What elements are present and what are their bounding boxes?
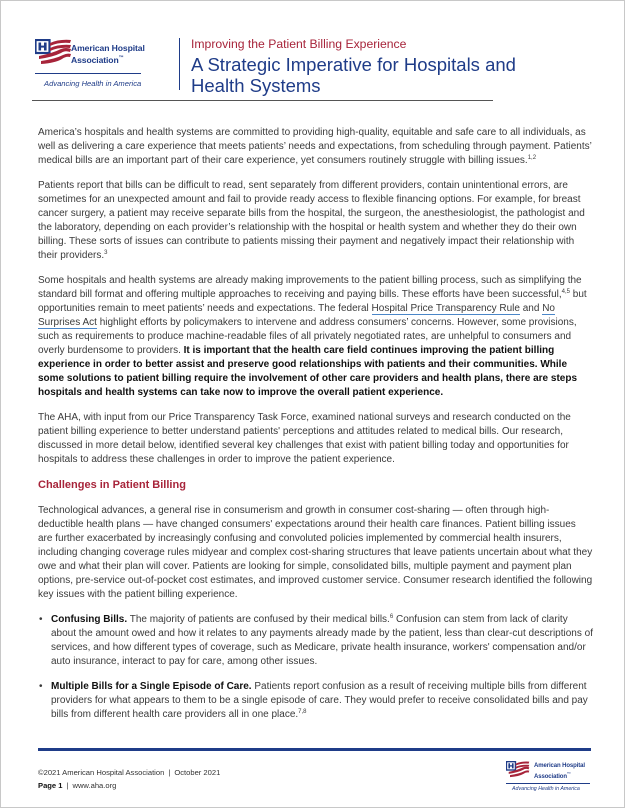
logo-name-line2: Association xyxy=(534,774,567,780)
document-title: A Strategic Imperative for Hospitals and Health Systems xyxy=(191,54,516,96)
trademark: ™ xyxy=(118,55,124,61)
paragraph-text: but opportunities remain to meet patients’ needs and expectations. The federal xyxy=(38,289,587,314)
emphasis-text: It is important that the health care field continues improving the patient billing experience in order to better assist and preserve good relationships with patients and their communities. While some solutions to patient billing require the involvement of other care providers and health plans, there are steps hospitals and health systems can take now to improve the overall patient experience. xyxy=(38,345,578,398)
paragraph-text: and xyxy=(519,303,543,314)
header-rule xyxy=(32,100,493,101)
footer-copyright-line xyxy=(38,768,220,777)
bullet-icon: • xyxy=(39,681,43,692)
logo-rule xyxy=(506,783,590,784)
logo-tagline: Advancing Health in America xyxy=(44,79,142,88)
logo-name-line1: American Hospital xyxy=(71,43,145,53)
link-hospital-price-transparency-rule[interactable]: Hospital Price Transparency Rule xyxy=(371,303,520,314)
paragraph-intro xyxy=(38,126,593,168)
footer-aha-logo xyxy=(506,761,596,801)
trademark: ™ xyxy=(566,771,571,776)
footnote-ref[interactable]: 1,2 xyxy=(527,155,537,161)
footnote-ref[interactable]: 7,8 xyxy=(298,709,307,715)
separator: | xyxy=(66,781,69,790)
paragraph-aha-research xyxy=(38,411,593,467)
list-item-title: Confusing Bills. xyxy=(51,614,128,625)
footnote-ref[interactable]: 6 xyxy=(389,614,394,620)
header-divider xyxy=(179,38,180,90)
document-supertitle: Improving the Patient Billing Experience xyxy=(191,37,407,51)
aha-h-flag-logo-icon xyxy=(35,39,75,67)
paragraph-text: Technological advances, a general rise in consumerism and growth in consumer cost-sharing — often through high-deductible health plans — have changed consumers' expectations around their health care finances. Patient billing issues are further exacerbated by increasingly confusing and convoluted policies implemented by commercial health insurers, including changing coverage rules midyear and complex cost-sharing structures that leave patients uncertain about what they owe and what their plan will cover. Patients are looking for simple, consolidated bills, multiple payment and payment plan options, pre-service out-of-pocket cost estimates, and improved customer service. Consumer research identified the following key issues with the patient billing experience. xyxy=(38,505,593,600)
list-item xyxy=(39,613,593,669)
list-item-text: Patients report confusion as a result of receiving multiple bills from different providers for what appears to them to be a single episode of care. They would prefer to receive consolidated bills and pay bills from different health care providers all in one place. xyxy=(51,681,588,720)
document-body xyxy=(38,126,593,733)
footer-page-line xyxy=(38,781,116,790)
aha-h-flag-logo-icon xyxy=(506,761,532,779)
publication-date: October 2021 xyxy=(174,768,221,777)
paragraph-text: The AHA, with input from our Price Transparency Task Force, examined national surveys and research conducted on the patient billing experience to better understand patients' perceptions and attitudes related to medical bills. Our research, discussed in more detail below, identified several key challenges that exist with patient billing today and opportunities for hospitals to address these challenges in order to improve the patient experience. xyxy=(38,412,571,465)
paragraph-challenges xyxy=(38,504,593,602)
logo-name xyxy=(534,763,585,781)
website-link[interactable]: www.aha.org xyxy=(72,781,117,790)
bullet-icon: • xyxy=(39,614,43,625)
list-item-title: Multiple Bills for a Single Episode of Care. xyxy=(51,681,252,692)
list-item-text: The majority of patients are confused by their medical bills. xyxy=(127,614,390,625)
separator: | xyxy=(168,768,171,777)
logo-rule xyxy=(35,73,141,74)
paragraph-text: Some hospitals and health systems are already making improvements to the patient billing process, such as simplifying the standard bill format and offering multiple approaches to receiving and paying bills. These efforts have been successful, xyxy=(38,275,582,300)
logo-name xyxy=(71,43,145,65)
paragraph-text: highlight efforts by policymakers to intervene and address consumers’ concerns. However, some provisions, such as requirements to produce machine-readable files of all privately negotiated rates, are unhelpful to consumers and overly burdensome to providers. xyxy=(38,317,577,356)
footnote-ref[interactable]: 4,5 xyxy=(561,289,570,295)
paragraph-text: Patients report that bills can be difficult to read, sent separately from different providers, contain unintentional errors, are sometimes for an unexpected amount and fail to provide ready access to flexible financing options. For example, for breast cancer surgery, a patient may receive separate bills from the hospital, the surgeon, the anesthesiologist, the pathologist and the laboratory, depending on each provider’s relationship with the hospital or health system and whether they do their own billing. These sorts of issues can contribute to patients missing their payment and negatively impact their relationship with their providers. xyxy=(38,180,585,261)
logo-tagline: Advancing Health in America xyxy=(512,786,580,792)
logo-name-line1: American Hospital xyxy=(534,763,585,769)
page-number: Page 1 xyxy=(38,781,63,790)
paragraph-improvements xyxy=(38,274,593,400)
paragraph-text: America’s hospitals and health systems are committed to providing high-quality, equitable and safe care to all individuals, as well as delivering a care experience that meets patients’ needs and expectations, from scheduling through payment. Patients’ medical bills are an important part of their care experience, yet consumers routinely struggle with billing issues. xyxy=(38,127,592,166)
link-no-surprises-act[interactable]: No Surprises Act xyxy=(38,303,555,328)
logo-name-line2: Association xyxy=(71,54,119,65)
aha-logo xyxy=(35,39,147,95)
footnote-ref[interactable]: 3 xyxy=(104,250,108,256)
list-item-text: Confusion can stem from lack of clarity about the amount owed and how it relates to any payments already made by the patient, less than clear-cut descriptions of services, and how different types of coverage, such as Medicare, private health insurance, workers' compensation and/or auto insurance, interact to pay for care, among other issues. xyxy=(51,614,593,667)
paragraph-billing-problems xyxy=(38,179,593,263)
footer-bar xyxy=(38,748,591,751)
section-heading: Challenges in Patient Billing xyxy=(38,479,186,491)
list-item xyxy=(39,680,593,722)
copyright-text: ©2021 American Hospital Association xyxy=(38,768,165,777)
key-issues-list xyxy=(38,613,593,722)
